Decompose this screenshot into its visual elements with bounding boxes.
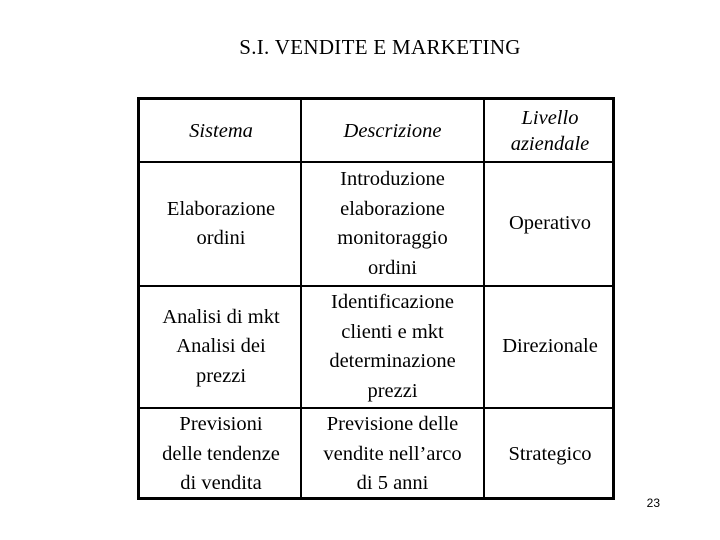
cell-descrizione: Identificazione clienti e mkt determinazione prezzi: [329, 291, 456, 402]
cell-descrizione: Previsione delle vendite nell’arco di 5 anni: [323, 413, 462, 495]
header-livello-aziendale: Livello aziendale: [510, 106, 590, 155]
cell-livello: Strategico: [508, 442, 592, 465]
systems-table: [137, 97, 615, 500]
header-sistema: Sistema: [189, 119, 253, 142]
slide-title: S.I. VENDITE E MARKETING: [239, 35, 521, 59]
cell-livello: Direzionale: [502, 335, 598, 358]
cell-sistema: Previsioni delle tendenze di vendita: [162, 413, 280, 495]
cell-livello: Operativo: [509, 212, 591, 235]
page-number: 23: [646, 496, 660, 510]
header-descrizione: Descrizione: [343, 119, 442, 142]
cell-sistema: Elaborazione ordini: [166, 197, 276, 249]
cell-descrizione: Introduzione elaborazione monitoraggio ordini: [337, 168, 448, 279]
cell-sistema: Analisi di mkt Analisi dei prezzi: [162, 305, 280, 387]
